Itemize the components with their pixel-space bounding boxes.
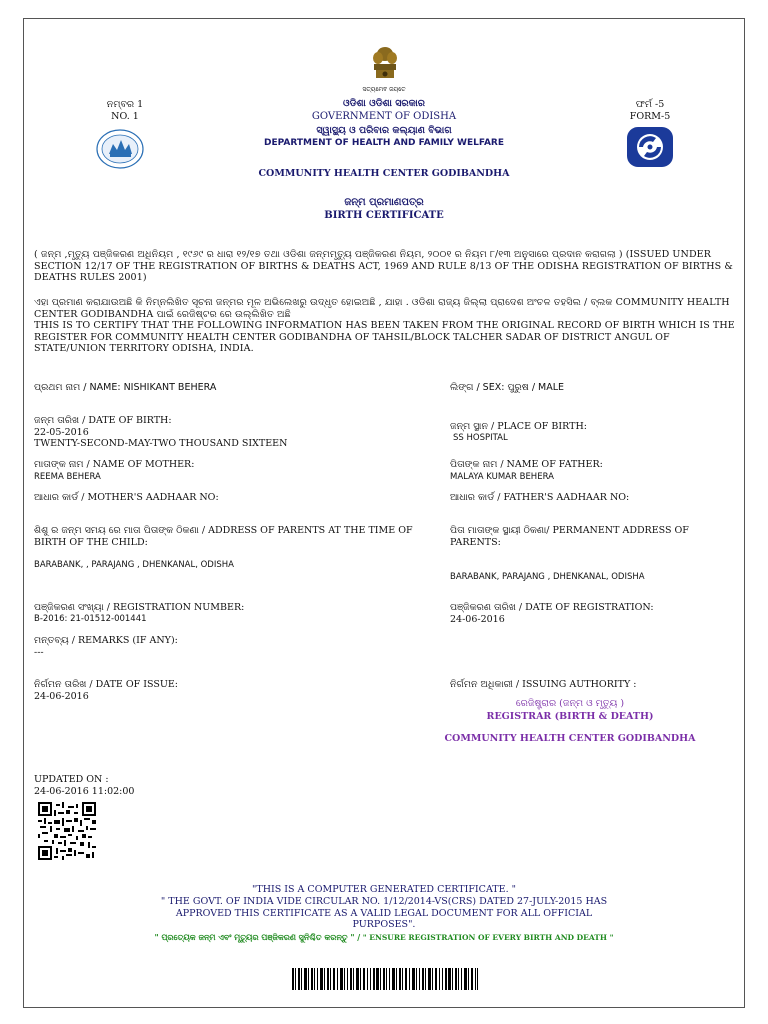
certify-text: THIS IS TO CERTIFY THAT THE FOLLOWING INFORMATION HAS BEEN TAKEN FROM THE ORIGINAL RECORD OF BIRTH WHICH IS THE REGISTER FOR COMMUNITY HEALTH CENTER GODIBANDHA OF TAHSIL/BLOCK TALCHER SADAR OF DISTRICT ANGUL OF STATE/UNION TERRITORY ODISHA, INDIA.	[34, 320, 735, 354]
dob-label: ଜନ୍ମ ତାରିଖ / DATE OF BIRTH:	[34, 415, 172, 426]
registration-date-label: ପଞ୍ଜିକରଣ ତାରିଖ / DATE OF REGISTRATION:	[450, 602, 654, 613]
department-title-odia: ସ୍ୱାସ୍ଥ୍ୟ ଓ ପରିବାର କଲ୍ୟାଣ ବିଭାଗ	[316, 125, 452, 136]
remarks-label: ମନ୍ତବ୍ୟ / REMARKS (IF ANY):	[34, 635, 178, 646]
computer-generated-note: "THIS IS A COMPUTER GENERATED CERTIFICATE. "	[252, 884, 516, 895]
crs-logo-icon	[626, 126, 674, 168]
issue-date-label: ନିର୍ଗମନ ତାରିଖ / DATE OF ISSUE:	[34, 679, 179, 690]
mother-name-label: ମାତାଙ୍କ ନାମ / NAME OF MOTHER:	[34, 459, 195, 470]
updated-on-label: UPDATED ON :	[34, 774, 109, 785]
registration-slogan	[84, 932, 684, 943]
father-name-value: MALAYA KUMAR BEHERA	[450, 472, 554, 482]
certify-text-odia: ଏହା ପ୍ରମାଣ କରାଯାଉଅଛି କି ନିମ୍ନଲିଖିତ ସୂଚନା ଜନ୍ମର ମୂଳ ଅଭିଲେଖରୁ ଉଦ୍ଧୃତ ହୋଇଅଛି , ଯାହା . ଓଡିଶା ରାଜ୍ୟ ଜିଲ୍ଲା ପ୍ରାଦେଶ ଅଂଚଳ ତହସିଲ / ବ୍ଲକ COMMUNITY HEALTH CENTER GODIBANDHA ପାଇଁ ରେଜିଷ୍ଟର ରେ ଉଲ୍ଲିଖିତ ଅଛି	[34, 297, 730, 320]
government-title: GOVERNMENT OF ODISHA	[311, 111, 457, 122]
registrar-title: REGISTRAR (BIRTH & DEATH)	[486, 711, 654, 722]
issued-under-text: ( ଜନ୍ମ ,ମୃତ୍ୟୁ ପଞ୍ଜିକରଣ ଅଧିନିୟମ , ୧୯୬୯ ର ଧାରା ୧୨/୧୭ ତଥା ଓଡିଶା ଜନ୍ମମୃତ୍ୟୁ ପଞ୍ଜିକରଣ ନିୟମ, ୨୦୦୧ ର ନିୟମ ୮/୧୩ ଅନୁସାରେ ପ୍ରଦାନ କରାଗଲା ) (ISSUED UNDER SECTION 12/17 OF THE REGISTRATION OF BIRTHS & DEATHS ACT, 1969 AND RULE 8/13 OF THE ODISHA REGISTRATION OF BIRTHS & DEATHS RULES 2001)	[34, 249, 733, 283]
authority-center-name: COMMUNITY HEALTH CENTER GODIBANDHA	[444, 733, 696, 744]
barcode-icon	[292, 968, 478, 990]
registrar-title-odia: ରେଜିଷ୍ଟ୍ରାର (ଜନ୍ମ ଓ ମୃତ୍ୟୁ )	[515, 698, 625, 709]
permanent-address-label: ପିତା ମାତାଙ୍କ ସ୍ଥାୟୀ ଠିକଣା/ PERMANENT ADDRESS OF PARENTS:	[450, 525, 689, 548]
government-title-odia: ଓଡିଶା ଓଡିଶା ସରକାର	[342, 98, 426, 109]
department-title: DEPARTMENT OF HEALTH AND FAMILY WELFARE	[264, 138, 504, 148]
sex-row	[450, 382, 730, 393]
registration-number-label: ପଞ୍ଜିକରଣ ସଂଖ୍ୟା / REGISTRATION NUMBER:	[34, 602, 245, 613]
certificate-title-odia: ଜନ୍ମ ପ୍ରମାଣପତ୍ର	[344, 197, 424, 208]
number-label-odia: ନମ୍ବର 1	[106, 99, 144, 110]
national-emblem-icon	[365, 44, 405, 84]
name-label: ପ୍ରଥମ ନାମ / NAME:	[34, 382, 121, 393]
odisha-seal-icon	[95, 128, 145, 170]
mother-aadhaar-label: ଆଧାର କାର୍ଡ / MOTHER'S AADHAAR NO:	[34, 492, 219, 503]
sex-label: ଲିଙ୍ଗ / SEX:	[450, 382, 505, 393]
name-row	[34, 382, 414, 393]
form-label-odia: ଫର୍ମ -5	[635, 99, 665, 110]
slogan-english: " ENSURE REGISTRATION OF EVERY BIRTH AND DEATH "	[362, 933, 614, 942]
center-title: COMMUNITY HEALTH CENTER GODIBANDHA	[258, 168, 510, 179]
circular-note: " THE GOVT. OF INDIA VIDE CIRCULAR NO. 1/12/2014-VS(CRS) DATED 27-JULY-2015 HAS APPROVED THIS CERTIFICATE AS A VALID LEGAL DOCUMENT FOR ALL OFFICIAL PURPOSES".	[160, 896, 608, 930]
mother-name-value: REEMA BEHERA	[34, 472, 101, 482]
certificate-title: BIRTH CERTIFICATE	[324, 210, 444, 221]
father-aadhaar-label: ଆଧାର କାର୍ଡ / FATHER'S AADHAAR NO:	[450, 492, 630, 503]
registration-number-value: B-2016: 21-01512-001441	[34, 614, 147, 624]
sex-value: MALE	[538, 382, 565, 393]
permanent-address-value: BARABANK, PARAJANG , DHENKANAL, ODISHA	[450, 572, 645, 582]
registration-date-value: 24-06-2016	[450, 614, 505, 625]
name-value: NISHIKANT BEHERA	[123, 382, 217, 393]
sex-value-odia: ପୁରୁଷ	[507, 382, 529, 393]
remarks-value: ---	[34, 647, 44, 658]
dob-value: 22-05-2016	[34, 427, 89, 438]
emblem-caption: ସତ୍ୟମେବ ଜୟତେ	[362, 86, 406, 93]
number-label: NO. 1	[111, 111, 139, 122]
father-name-label: ପିତାଙ୍କ ନାମ / NAME OF FATHER:	[450, 459, 603, 470]
address-at-birth-value: BARABANK, , PARAJANG , DHENKANAL, ODISHA	[34, 560, 234, 570]
dob-words: TWENTY-SECOND-MAY-TWO THOUSAND SIXTEEN	[34, 438, 288, 449]
pob-label: ଜନ୍ମ ସ୍ଥାନ / PLACE OF BIRTH:	[450, 421, 587, 432]
address-at-birth-label: ଶିଶୁ ର ଜନ୍ମ ସମୟ ରେ ମାତା ପିତାଙ୍କ ଠିକଣା / ADDRESS OF PARENTS AT THE TIME OF BIRTH OF THE CHILD:	[34, 525, 413, 548]
updated-on-value: 24-06-2016 11:02:00	[34, 786, 135, 797]
slogan-odia: " ପ୍ରତ୍ୟେକ ଜନ୍ମ ଏବଂ ମୃତ୍ୟୁର ପଞ୍ଜିକରଣ ସୁନିଶ୍ଚିତ କରନ୍ତୁ " /	[154, 932, 361, 942]
issue-date-value: 24-06-2016	[34, 691, 89, 702]
qr-code-icon	[38, 802, 96, 860]
form-label: FORM-5	[629, 111, 671, 122]
issuing-authority-label: ନିର୍ଗମନ ଅଧିକାରୀ / ISSUING AUTHORITY :	[450, 679, 637, 690]
sex-separator: /	[531, 382, 536, 393]
pob-value: SS HOSPITAL	[453, 433, 508, 443]
